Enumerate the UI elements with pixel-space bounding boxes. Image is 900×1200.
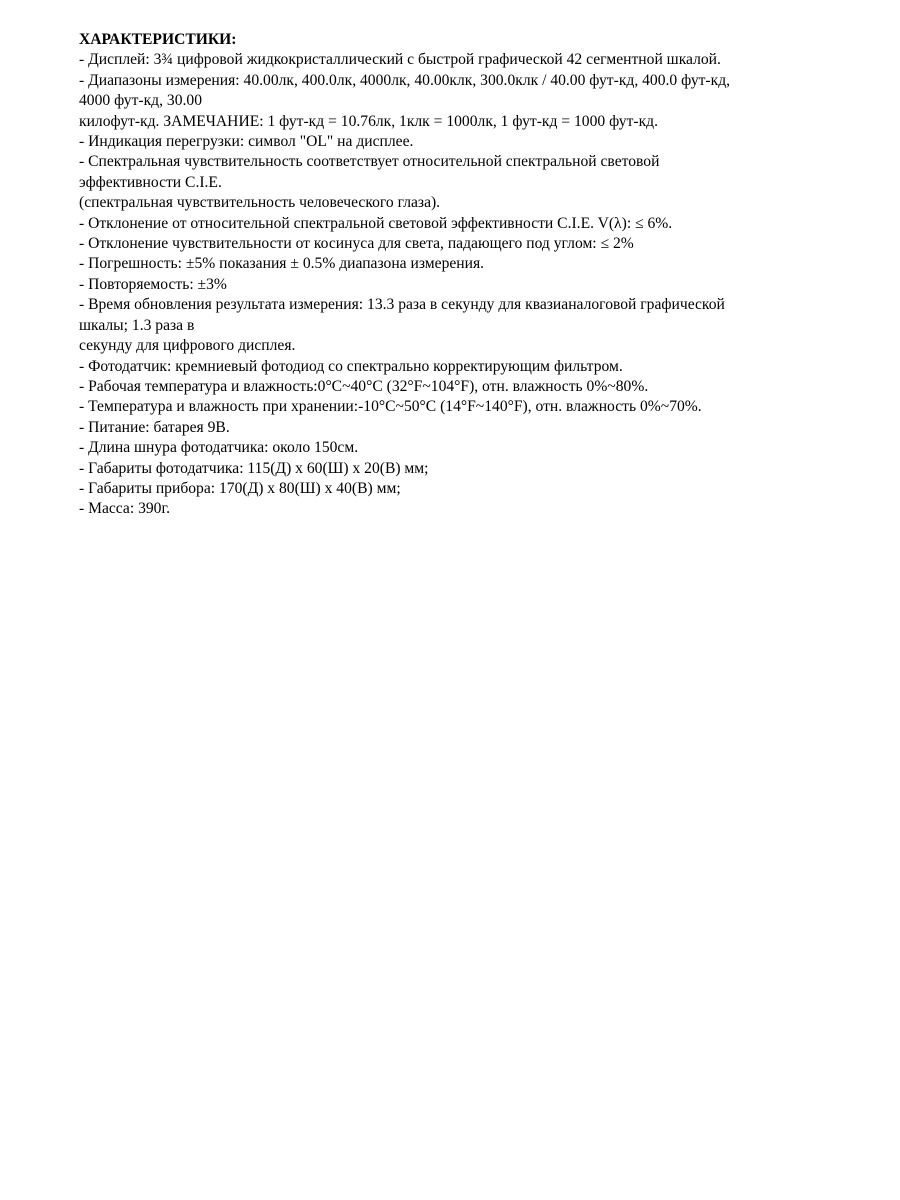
- spec-line-repeatability: - Повторяемость: ±3%: [79, 275, 227, 293]
- spec-line-operating-temp: - Рабочая температура и влажность:0°C~40°C (32°F~104°F), отн. влажность 0%~80%.: [79, 377, 649, 395]
- spec-line-weight: - Масса: 390г.: [79, 500, 170, 518]
- spec-line-spectral-cont: эффективности C.I.E.: [79, 173, 222, 191]
- spec-line-display: - Дисплей: 3¾ цифровой жидкокристаллический с быстрой графической 42 сегментной шкалой.: [79, 51, 721, 69]
- spec-line-accuracy: - Погрешность: ±5% показания ± 0.5% диапазона измерения.: [79, 255, 485, 273]
- spec-line-deviation-cosine: - Отклонение чувствительности от косинуса для света, падающего под углом: ≤ 2%: [79, 235, 634, 253]
- spec-line-power: - Питание: батарея 9В.: [79, 418, 230, 436]
- spec-line-device-size: - Габариты прибора: 170(Д) x 80(Ш) x 40(В) мм;: [79, 479, 401, 497]
- spec-line-ranges-note: килофут-кд. ЗАМЕЧАНИЕ: 1 фут-кд = 10.76лк, 1клк = 1000лк, 1 фут-кд = 1000 фут-кд.: [79, 112, 659, 130]
- spec-line-cord-length: - Длина шнура фотодатчика: около 150см.: [79, 439, 359, 457]
- spec-line-sensor-size: - Габариты фотодатчика: 115(Д) x 60(Ш) x 20(В) мм;: [79, 459, 429, 477]
- spec-line-update-rate-end: секунду для цифрового дисплея.: [79, 337, 296, 355]
- spec-line-spectral-note: (спектральная чувствительность человеческого глаза).: [79, 194, 441, 212]
- spec-line-deviation-cie: - Отклонение от относительной спектральной световой эффективности C.I.E. V(λ): ≤ 6%.: [79, 214, 673, 232]
- spec-line-overload: - Индикация перегрузки: символ "OL" на дисплее.: [79, 133, 414, 151]
- spec-line-spectral: - Спектральная чувствительность соответствует относительной спектральной световой: [79, 153, 660, 171]
- spec-line-ranges: - Диапазоны измерения: 40.00лк, 400.0лк, 4000лк, 40.00клк, 300.0клк / 40.00 фут-кд, 400.0 фут-кд,: [79, 71, 731, 89]
- spec-line-ranges-cont: 4000 фут-кд, 30.00: [79, 92, 202, 110]
- spec-line-storage-temp: - Температура и влажность при хранении:-10°C~50°C (14°F~140°F), отн. влажность 0%~70%.: [79, 398, 702, 416]
- spec-line-photosensor: - Фотодатчик: кремниевый фотодиод со спектрально корректирующим фильтром.: [79, 357, 623, 375]
- document-title: ХАРАКТЕРИСТИКИ:: [79, 31, 237, 48]
- specifications-text: [79, 30, 819, 520]
- spec-line-update-rate: - Время обновления результата измерения: 13.3 раза в секунду для квазианалоговой графической: [79, 296, 725, 314]
- spec-line-update-rate-cont: шкалы; 1.3 раза в: [79, 316, 195, 334]
